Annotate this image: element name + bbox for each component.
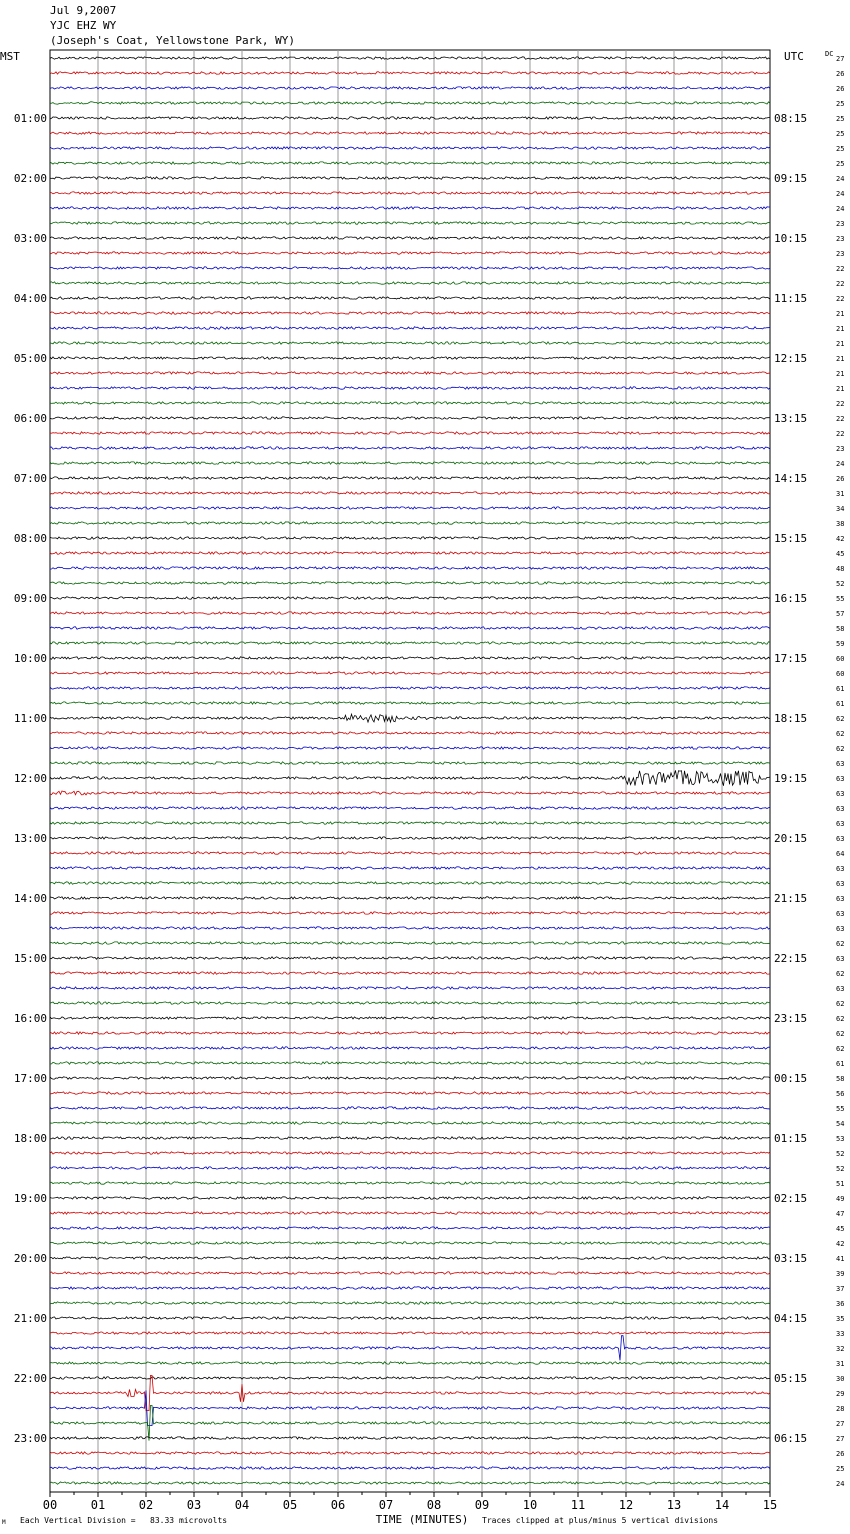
trace-line: [50, 147, 770, 149]
dc-value: 51: [836, 1180, 845, 1188]
trace-line: [50, 1152, 770, 1154]
trace-line: [50, 747, 770, 749]
trace-line: [50, 1482, 770, 1484]
mst-hour-label: 02:00: [13, 172, 47, 185]
x-tick-label: 00: [42, 1498, 58, 1512]
x-tick-label: 15: [762, 1498, 778, 1512]
mst-hour-label: 08:00: [13, 532, 47, 545]
dc-value: 41: [836, 1255, 845, 1263]
dc-value: 26: [836, 1450, 845, 1458]
trace-line: [50, 522, 770, 524]
mst-hour-label: 04:00: [13, 292, 47, 305]
dc-value: 62: [836, 970, 845, 978]
dc-value: 32: [836, 1345, 845, 1353]
utc-hour-label: 09:15: [774, 172, 808, 185]
trace-line: [50, 837, 770, 839]
dc-value: 63: [836, 895, 845, 903]
trace-line: [50, 117, 770, 119]
dc-value: 36: [836, 1300, 845, 1308]
dc-value: 63: [836, 760, 845, 768]
dc-value: 62: [836, 1000, 845, 1008]
utc-hour-label: 02:15: [774, 1192, 808, 1205]
trace-line: [50, 957, 770, 959]
dc-value: 62: [836, 1045, 845, 1053]
mst-hour-label: 17:00: [13, 1072, 47, 1085]
trace-line: [50, 1437, 770, 1439]
dc-value: 25: [836, 130, 845, 138]
x-tick-label: 10: [522, 1498, 538, 1512]
x-axis-label: TIME (MINUTES): [375, 1513, 469, 1526]
trace-line: [50, 297, 770, 299]
x-tick-label: 06: [330, 1498, 346, 1512]
trace-line: [50, 1405, 770, 1440]
x-tick-label: 14: [714, 1498, 730, 1512]
dc-value: 61: [836, 1060, 845, 1068]
dc-value: 58: [836, 1075, 845, 1083]
dc-value: 62: [836, 715, 845, 723]
trace-line: [50, 312, 770, 314]
dc-value: 63: [836, 805, 845, 813]
trace-line: [50, 237, 770, 239]
dc-value: 26: [836, 70, 845, 78]
utc-hour-label: 18:15: [774, 712, 808, 725]
mst-hour-label: 20:00: [13, 1252, 47, 1265]
corner-mark: M: [2, 1519, 6, 1526]
utc-hour-label: 19:15: [774, 772, 808, 785]
dc-value: 47: [836, 1210, 845, 1218]
trace-line: [50, 372, 770, 374]
dc-value: 24: [836, 1480, 845, 1488]
trace-line: [50, 402, 770, 404]
dc-label: DC: [825, 50, 834, 58]
dc-value: 60: [836, 670, 845, 678]
dc-value: 62: [836, 1015, 845, 1023]
x-tick-label: 07: [378, 1498, 394, 1512]
dc-value: 34: [836, 505, 845, 513]
trace-line: [50, 612, 770, 614]
dc-value: 54: [836, 1120, 845, 1128]
trace-line: [50, 432, 770, 434]
dc-value: 23: [836, 235, 845, 243]
trace-line: [50, 447, 770, 449]
dc-value: 52: [836, 1150, 845, 1158]
trace-line: [50, 942, 770, 944]
dc-value: 27: [836, 55, 845, 63]
trace-line: [50, 1002, 770, 1004]
trace-line: [50, 597, 770, 599]
trace-line: [50, 657, 770, 659]
x-tick-label: 01: [90, 1498, 106, 1512]
trace-line: [50, 791, 770, 795]
dc-value: 38: [836, 520, 845, 528]
station-location: (Joseph's Coat, Yellowstone Park, WY): [50, 34, 296, 47]
trace-line: [50, 492, 770, 494]
utc-hour-label: 01:15: [774, 1132, 808, 1145]
dc-value: 25: [836, 115, 845, 123]
trace-line: [50, 1362, 770, 1364]
dc-value: 21: [836, 355, 845, 363]
dc-value: 24: [836, 175, 845, 183]
trace-line: [50, 1212, 770, 1214]
dc-value: 21: [836, 370, 845, 378]
trace-line: [50, 252, 770, 254]
utc-hour-label: 23:15: [774, 1012, 808, 1025]
dc-value: 55: [836, 595, 845, 603]
dc-value: 22: [836, 430, 845, 438]
dc-value: 63: [836, 985, 845, 993]
dc-value: 37: [836, 1285, 845, 1293]
trace-line: [50, 852, 770, 854]
trace-line: [50, 1375, 770, 1410]
dc-value: 63: [836, 775, 845, 783]
trace-line: [50, 702, 770, 704]
utc-hour-label: 14:15: [774, 472, 808, 485]
dc-value: 24: [836, 460, 845, 468]
trace-line: [50, 1332, 770, 1334]
trace-line: [50, 417, 770, 419]
trace-line: [50, 1390, 770, 1425]
dc-value: 53: [836, 1135, 845, 1143]
dc-value: 52: [836, 580, 845, 588]
trace-line: [50, 714, 770, 722]
dc-value: 61: [836, 700, 845, 708]
dc-value: 27: [836, 1435, 845, 1443]
trace-line: [50, 1197, 770, 1199]
mst-hour-label: 07:00: [13, 472, 47, 485]
trace-line: [50, 387, 770, 389]
dc-value: 63: [836, 835, 845, 843]
dc-value: 22: [836, 400, 845, 408]
mst-hour-label: 11:00: [13, 712, 47, 725]
dc-value: 22: [836, 415, 845, 423]
utc-hour-label: 04:15: [774, 1312, 808, 1325]
trace-line: [50, 1062, 770, 1064]
dc-value: 21: [836, 325, 845, 333]
x-tick-label: 05: [282, 1498, 298, 1512]
mst-hour-label: 22:00: [13, 1372, 47, 1385]
trace-line: [50, 132, 770, 134]
dc-value: 62: [836, 730, 845, 738]
trace-line: [50, 1047, 770, 1049]
trace-line: [50, 807, 770, 809]
mst-hour-label: 06:00: [13, 412, 47, 425]
trace-line: [50, 1017, 770, 1019]
trace-line: [50, 282, 770, 284]
trace-line: [50, 1302, 770, 1304]
dc-value: 21: [836, 310, 845, 318]
dc-value: 63: [836, 820, 845, 828]
plot-frame: [50, 50, 770, 1492]
dc-value: 29: [836, 1390, 845, 1398]
dc-value: 48: [836, 565, 845, 573]
mst-hour-label: 16:00: [13, 1012, 47, 1025]
station-code: YJC EHZ WY: [50, 19, 117, 32]
utc-hour-label: 21:15: [774, 892, 808, 905]
utc-hour-label: 08:15: [774, 112, 808, 125]
dc-value: 52: [836, 1165, 845, 1173]
trace-line: [50, 477, 770, 479]
trace-line: [50, 1257, 770, 1259]
trace-line: [50, 207, 770, 209]
trace-line: [50, 1092, 770, 1094]
trace-line: [50, 770, 770, 785]
trace-line: [50, 507, 770, 509]
dc-value: 56: [836, 1090, 845, 1098]
mst-hour-label: 19:00: [13, 1192, 47, 1205]
dc-value: 60: [836, 655, 845, 663]
dc-value: 62: [836, 745, 845, 753]
trace-line: [50, 177, 770, 179]
dc-value: 33: [836, 1330, 845, 1338]
trace-line: [50, 1287, 770, 1289]
trace-line: [50, 1467, 770, 1469]
trace-line: [50, 357, 770, 359]
mst-hour-label: 09:00: [13, 592, 47, 605]
trace-line: [50, 192, 770, 194]
x-tick-label: 11: [570, 1498, 586, 1512]
utc-hour-label: 16:15: [774, 592, 808, 605]
dc-value: 25: [836, 1465, 845, 1473]
utc-hour-label: 22:15: [774, 952, 808, 965]
mst-hour-label: 21:00: [13, 1312, 47, 1325]
utc-hour-label: 12:15: [774, 352, 808, 365]
utc-hour-label: 03:15: [774, 1252, 808, 1265]
utc-hour-label: 13:15: [774, 412, 808, 425]
trace-line: [50, 327, 770, 329]
plot-date: Jul 9,2007: [50, 4, 117, 17]
dc-value: 42: [836, 1240, 845, 1248]
utc-hour-label: 00:15: [774, 1072, 808, 1085]
trace-line: [50, 882, 770, 884]
mst-hour-label: 03:00: [13, 232, 47, 245]
dc-value: 61: [836, 685, 845, 693]
trace-line: [50, 1377, 770, 1379]
dc-value: 58: [836, 625, 845, 633]
trace-line: [50, 912, 770, 914]
trace-line: [50, 1077, 770, 1079]
trace-line: [50, 1167, 770, 1169]
trace-line: [50, 732, 770, 734]
trace-line: [50, 552, 770, 554]
trace-line: [50, 642, 770, 644]
trace-line: [50, 687, 770, 689]
mst-hour-label: 15:00: [13, 952, 47, 965]
mst-hour-label: 12:00: [13, 772, 47, 785]
utc-hour-label: 05:15: [774, 1372, 808, 1385]
utc-hour-label: 06:15: [774, 1432, 808, 1445]
dc-value: 22: [836, 295, 845, 303]
utc-hour-label: 17:15: [774, 652, 808, 665]
dc-value: 59: [836, 640, 845, 648]
mst-hour-label: 23:00: [13, 1432, 47, 1445]
dc-value: 63: [836, 790, 845, 798]
trace-line: [50, 267, 770, 269]
trace-line: [50, 1452, 770, 1454]
x-tick-label: 04: [234, 1498, 250, 1512]
trace-line: [50, 87, 770, 89]
trace-line: [50, 1242, 770, 1244]
x-tick-label: 02: [138, 1498, 154, 1512]
trace-line: [50, 462, 770, 464]
dc-value: 57: [836, 610, 845, 618]
trace-line: [50, 927, 770, 929]
trace-line: [50, 1227, 770, 1229]
x-tick-label: 13: [666, 1498, 682, 1512]
trace-line: [50, 342, 770, 344]
trace-line: [50, 1317, 770, 1319]
trace-line: [50, 672, 770, 674]
dc-value: 63: [836, 910, 845, 918]
dc-value: 45: [836, 1225, 845, 1233]
dc-value: 24: [836, 205, 845, 213]
trace-line: [50, 897, 770, 899]
dc-value: 49: [836, 1195, 845, 1203]
dc-value: 45: [836, 550, 845, 558]
trace-line: [50, 1336, 770, 1361]
utc-hour-label: 15:15: [774, 532, 808, 545]
dc-value: 35: [836, 1315, 845, 1323]
dc-value: 26: [836, 85, 845, 93]
dc-value: 25: [836, 100, 845, 108]
trace-line: [50, 1272, 770, 1274]
utc-axis-label: UTC: [784, 50, 804, 63]
trace-line: [50, 987, 770, 989]
trace-line: [50, 537, 770, 539]
dc-value: 22: [836, 280, 845, 288]
mst-hour-label: 10:00: [13, 652, 47, 665]
dc-value: 21: [836, 385, 845, 393]
utc-hour-label: 10:15: [774, 232, 808, 245]
dc-value: 31: [836, 490, 845, 498]
utc-hour-label: 20:15: [774, 832, 808, 845]
dc-value: 26: [836, 475, 845, 483]
trace-line: [50, 1182, 770, 1184]
mst-hour-label: 05:00: [13, 352, 47, 365]
dc-value: 63: [836, 880, 845, 888]
mst-axis-label: MST: [0, 50, 20, 63]
trace-line: [50, 162, 770, 164]
trace-line: [50, 867, 770, 869]
dc-value: 25: [836, 160, 845, 168]
dc-value: 27: [836, 1420, 845, 1428]
dc-value: 23: [836, 445, 845, 453]
dc-value: 63: [836, 865, 845, 873]
clip-note: Traces clipped at plus/minus 5 vertical divisions: [482, 1516, 719, 1525]
trace-line: [50, 1107, 770, 1109]
dc-value: 39: [836, 1270, 845, 1278]
x-tick-label: 03: [186, 1498, 202, 1512]
mst-hour-label: 01:00: [13, 112, 47, 125]
x-tick-label: 08: [426, 1498, 442, 1512]
dc-value: 28: [836, 1405, 845, 1413]
trace-line: [50, 627, 770, 629]
x-tick-label: 09: [474, 1498, 490, 1512]
dc-value: 64: [836, 850, 845, 858]
dc-value: 63: [836, 955, 845, 963]
trace-line: [50, 762, 770, 764]
mst-hour-label: 14:00: [13, 892, 47, 905]
scale-note: Each Vertical Division = 83.33 microvolts: [20, 1516, 228, 1525]
dc-value: 55: [836, 1105, 845, 1113]
x-tick-label: 12: [618, 1498, 634, 1512]
mst-hour-label: 13:00: [13, 832, 47, 845]
trace-line: [50, 567, 770, 569]
mst-hour-label: 18:00: [13, 1132, 47, 1145]
dc-value: 25: [836, 145, 845, 153]
dc-value: 21: [836, 340, 845, 348]
dc-value: 42: [836, 535, 845, 543]
trace-line: [50, 1032, 770, 1034]
dc-value: 62: [836, 940, 845, 948]
utc-hour-label: 11:15: [774, 292, 808, 305]
dc-value: 23: [836, 250, 845, 258]
dc-value: 22: [836, 265, 845, 273]
trace-line: [50, 582, 770, 584]
trace-line: [50, 72, 770, 74]
dc-value: 24: [836, 190, 845, 198]
trace-line: [50, 222, 770, 224]
dc-value: 31: [836, 1360, 845, 1368]
trace-line: [50, 1137, 770, 1139]
trace-line: [50, 1122, 770, 1124]
dc-value: 23: [836, 220, 845, 228]
trace-line: [50, 822, 770, 824]
dc-value: 30: [836, 1375, 845, 1383]
trace-line: [50, 102, 770, 104]
dc-value: 63: [836, 925, 845, 933]
trace-line: [50, 972, 770, 974]
trace-line: [50, 57, 770, 59]
dc-value: 62: [836, 1030, 845, 1038]
